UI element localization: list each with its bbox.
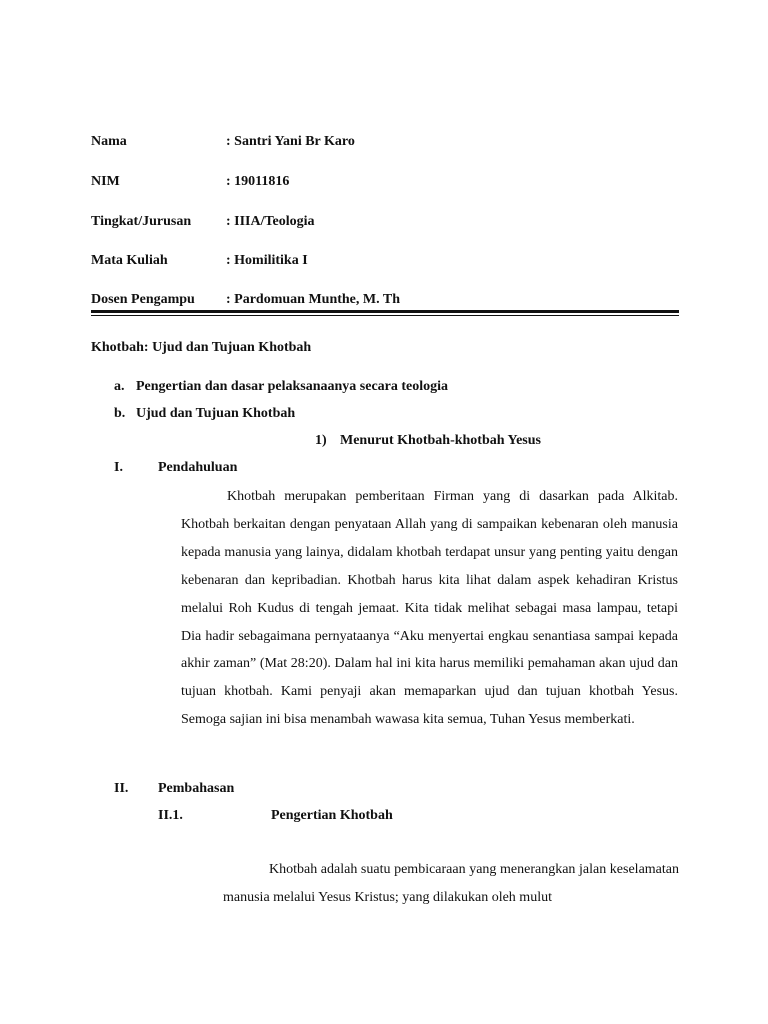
- header-rule-thick: [91, 310, 679, 313]
- sub-outline-marker: 1): [315, 433, 327, 448]
- identity-label-dosen: Dosen Pengampu: [91, 292, 195, 307]
- subsection-2-1-paragraph: Khotbah adalah suatu pembicaraan yang menerangkan jalan keselamatan manusia melalui Yesus Kristus; yang dilakukan oleh mulut: [223, 862, 679, 905]
- identity-value-nama: : Santri Yani Br Karo: [226, 134, 355, 149]
- outline-item-b: Ujud dan Tujuan Khotbah: [136, 406, 296, 421]
- identity-label-tingkat: Tingkat/Jurusan: [91, 214, 192, 229]
- header-rule-thin: [91, 315, 679, 316]
- identity-label-nim: NIM: [91, 174, 120, 189]
- outline-item-a: Pengertian dan dasar pelaksanaanya secara teologia: [136, 379, 449, 394]
- section-2-number: II.: [114, 781, 129, 796]
- identity-value-tingkat: : IIIA/Teologia: [226, 214, 315, 229]
- document-title: Khotbah: Ujud dan Tujuan Khotbah: [91, 340, 312, 355]
- section-1-number: I.: [114, 460, 123, 475]
- sub-outline-item: Menurut Khotbah-khotbah Yesus: [340, 433, 541, 448]
- section-2-title: Pembahasan: [158, 781, 235, 796]
- outline-marker-a: a.: [114, 379, 125, 394]
- outline-marker-b: b.: [114, 406, 126, 421]
- identity-label-mata-kuliah: Mata Kuliah: [91, 253, 168, 268]
- section-1-title: Pendahuluan: [158, 460, 238, 475]
- identity-value-mata-kuliah: : Homilitika I: [226, 253, 308, 268]
- identity-label-nama: Nama: [91, 134, 127, 149]
- identity-value-nim: : 19011816: [226, 174, 290, 189]
- section-1-paragraph: Khotbah merupakan pemberitaan Firman yang di dasarkan pada Alkitab. Khotbah berkaitan dengan penyataan Allah yang di sampaikan kebenaran oleh manusia kepada manusia yang lainya, didalam khotbah terdapat unsur yang penting yaitu dengan kebenaran dan kepribadian. Khotbah harus kita lihat dalam aspek kehadiran Kristus melalui Roh Kudus di tengah jemaat. Kita tidak melihat sebagai masa lampau, tetapi Dia hadir sebagaimana pernyataanya “Aku menyertai engkau senantiasa sampai kepada akhir zaman” (Mat 28:20). Dalam hal ini kita harus memiliki pemahaman akan ujud dan tujuan khotbah. Kami penyaji akan memaparkan ujud dan tujuan khotbah Yesus. Semoga sajian ini bisa menambah wawasa kita semua, Tuhan Yesus memberkati.: [181, 489, 678, 728]
- subsection-2-1-number: II.1.: [158, 808, 183, 823]
- subsection-2-1-title: Pengertian Khotbah: [271, 808, 393, 823]
- identity-value-dosen: : Pardomuan Munthe, M. Th: [226, 292, 400, 307]
